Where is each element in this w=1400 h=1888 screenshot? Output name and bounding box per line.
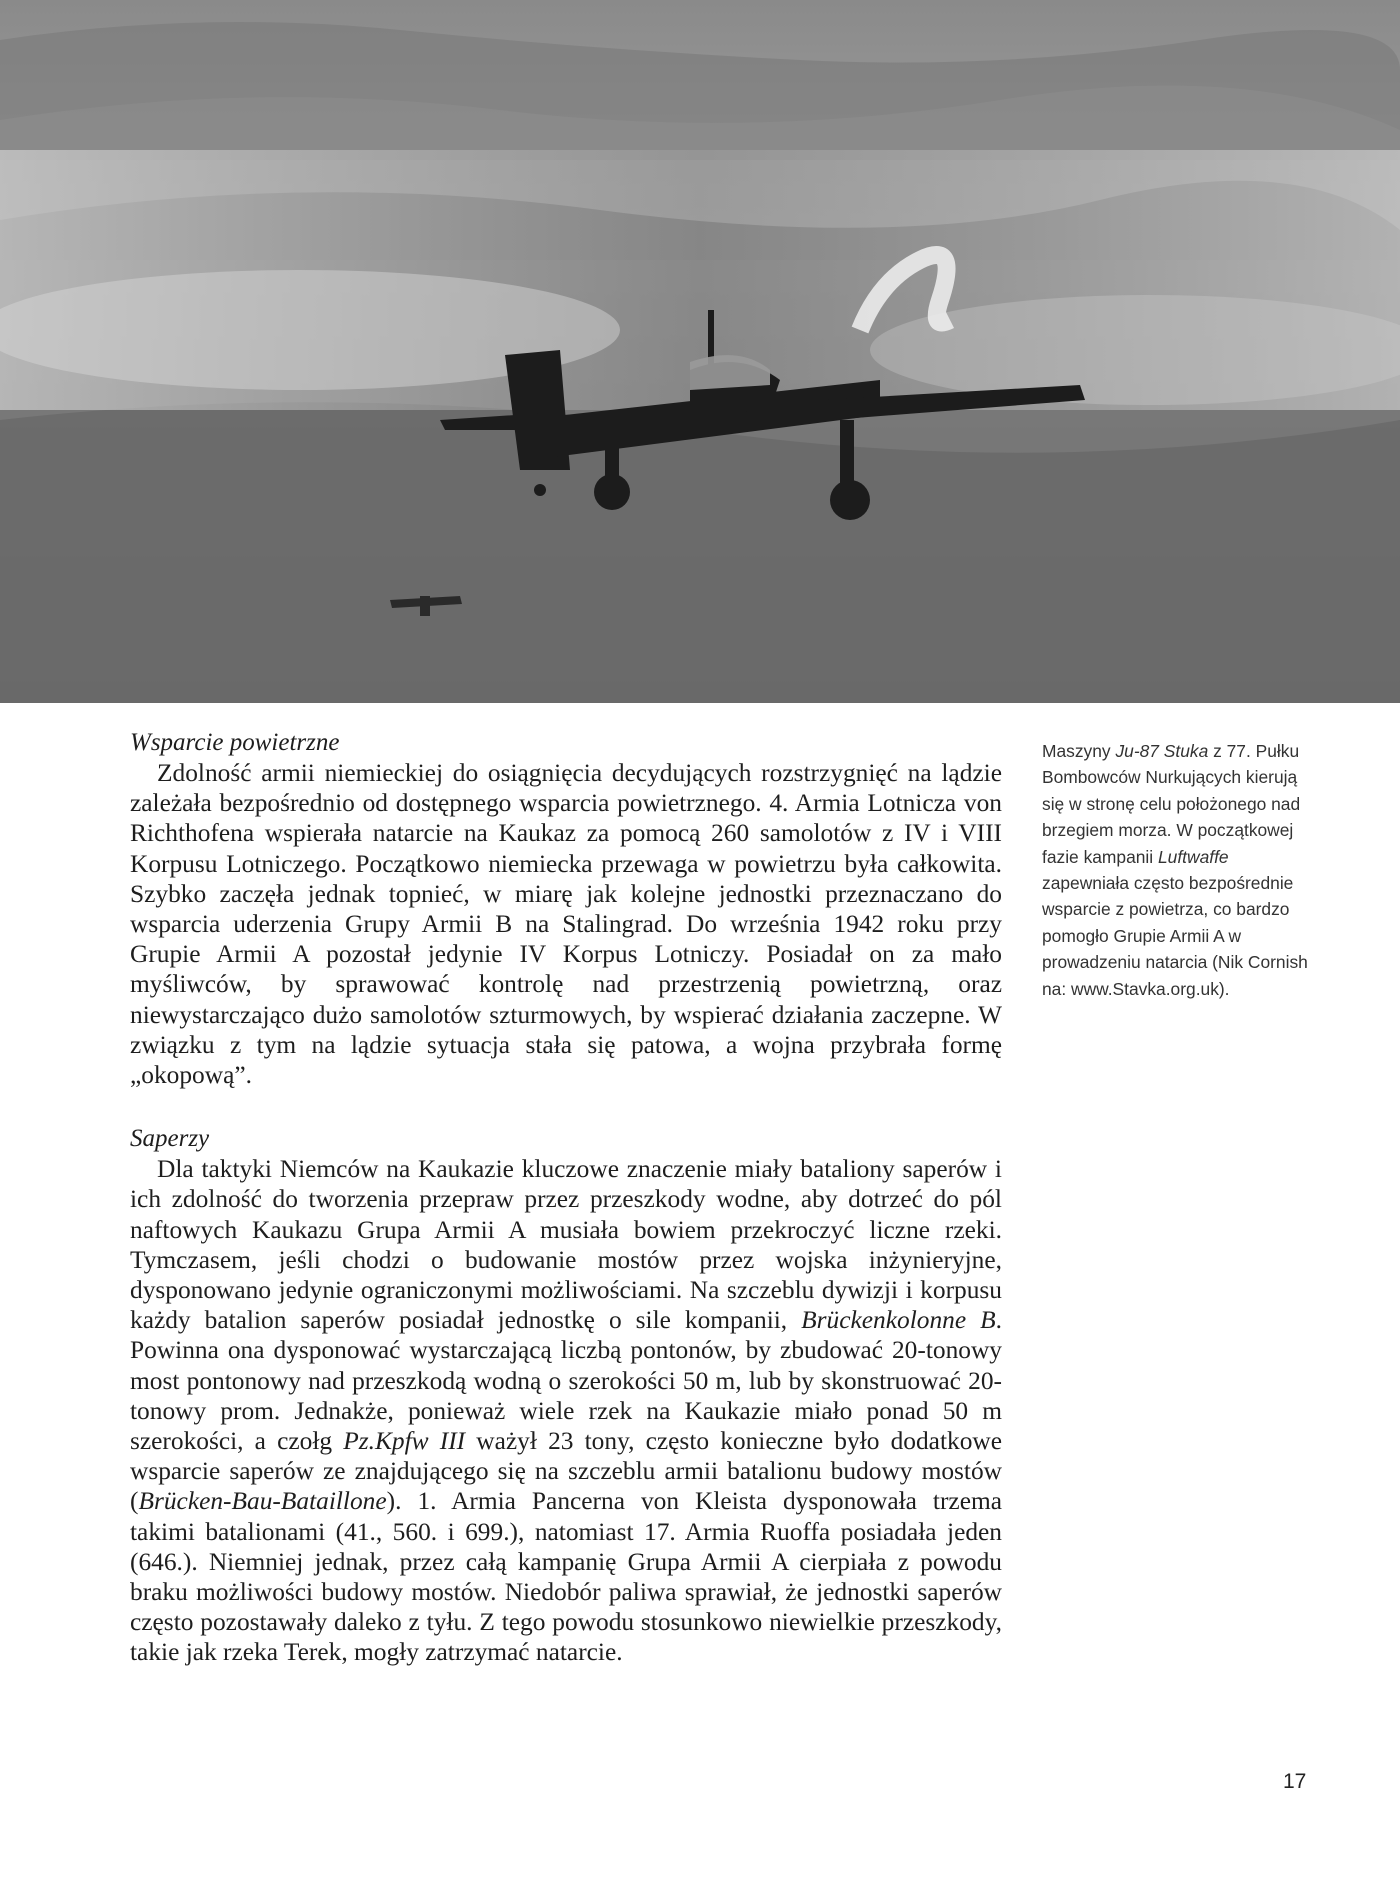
photo-image (0, 0, 1400, 703)
section-title: Wsparcie powietrzne (130, 729, 340, 756)
paragraph-text: ). 1. Armia Pancerna von Kleista dysponowała trzema takimi batalionami (41., 560. i 699.), natomiast 17. Armia Ruoffa posiadała jeden (646.). Niemniej jednak, przez całą kampanię Grupa Armii A cierpiała z powodu braku możliwości budowy mostów. Niedobór paliwa sprawiał, że jednostki saperów często pozostawały daleko z tyłu. Z tego powodu stosunkowo niewielkie przeszkody, takie jak rzeka Terek, mogły zatrzymać natarcie. (130, 1487, 1002, 1667)
section-air-support (130, 728, 1002, 1090)
photo-caption (1042, 738, 1312, 1002)
caption-text-3: zapewniała często bezpośrednie wsparcie z powietrza, co bardzo pomogło Grupie Armii A w prowadzeniu natarcia (Nik Cornish na: www.Stavka.org.uk). (1042, 873, 1308, 999)
caption-italic-ju87: Ju-87 Stuka (1115, 741, 1209, 761)
page-number: 17 (1283, 1770, 1307, 1793)
paragraph-text: ważył 23 tony, często konieczne było dodatkowe wsparcie saperów ze znajdującego się na szczeblu armii batalionu budowy mostów ( (130, 1427, 1002, 1516)
paragraph-italic-term: Brücken-Bau-Bataillone (138, 1487, 387, 1516)
caption-italic-luftwaffe: Luftwaffe (1158, 846, 1229, 867)
caption-text-1: Maszyny (1042, 741, 1116, 761)
paragraph-italic-term: Pz.Kpfw III (343, 1427, 466, 1456)
photo-ju87-stuka (0, 0, 1400, 703)
section-paragraph (130, 1154, 1002, 1667)
section-title: Saperzy (130, 1125, 210, 1153)
main-text-column (130, 728, 1002, 1668)
caption-text-2: z 77. Pułku Bombowców Nurkujących kierują się w stronę celu położonego nad brzegiem morza. W początkowej fazie kampanii (1042, 741, 1301, 867)
section-paragraph: Zdolność armii niemieckiej do osiągnięcia decydujących rozstrzygnięć na lądzie zależała bezpośrednio od dostępnego wsparcia powietrznego. 4. Armia Lotnicza von Richthofena wspierała natarcie na Kaukaz za pomocą 260 samolotów z IV i VIII Korpusu Lotniczego. Początkowo niemiecka przewaga w powietrzu była całkowita. Szybko zaczęła jednak topnieć, w miarę jak kolejne jednostki przeznaczano do wsparcia uderzenia Grupy Armii B na Stalingrad. Do września 1942 roku przy Grupie Armii A pozostał jedynie IV Korpus Lotniczy. Posiadał on za mało myśliwców, by sprawować kontrolę nad przestrzenią powietrzną, oraz niewystarczająco dużo samolotów szturmowych, by wspierać działania zaczepne. W związku z tym na lądzie sytuacja stała się patowa, a wojna przybrała formę „okopową”. (130, 759, 1002, 1090)
paragraph-text: Dla taktyki Niemców na Kaukazie kluczowe znaczenie miały bataliony saperów i ich zdolność do tworzenia przepraw przez przeszkody wodne, aby dotrzeć do pól naftowych Kaukazu Grupa Armii A musiała bowiem przekroczyć liczne rzeki. Tymczasem, jeśli chodzi o budowanie mostów przez wojska inżynieryjne, dysponowano jedynie ograniczonymi możliwościami. Na szczeblu dywizji i korpusu każdy batalion saperów posiadał jednostkę o sile kompanii, (130, 1155, 1002, 1335)
paragraph-text: . Powinna ona dysponować wystarczającą liczbą pontonów, by zbudować 20-tonowy most pontonowy nad przeszkodą wodną o szerokości 50 m, lub by skonstruować 20-tonowy prom. Jednakże, ponieważ wiele rzek na Kaukazie miało ponad 50 m szerokości, a czołg (130, 1306, 1002, 1456)
paragraph-italic-term: Brückenkolonne B (801, 1306, 996, 1335)
section-sappers (130, 1124, 1002, 1667)
